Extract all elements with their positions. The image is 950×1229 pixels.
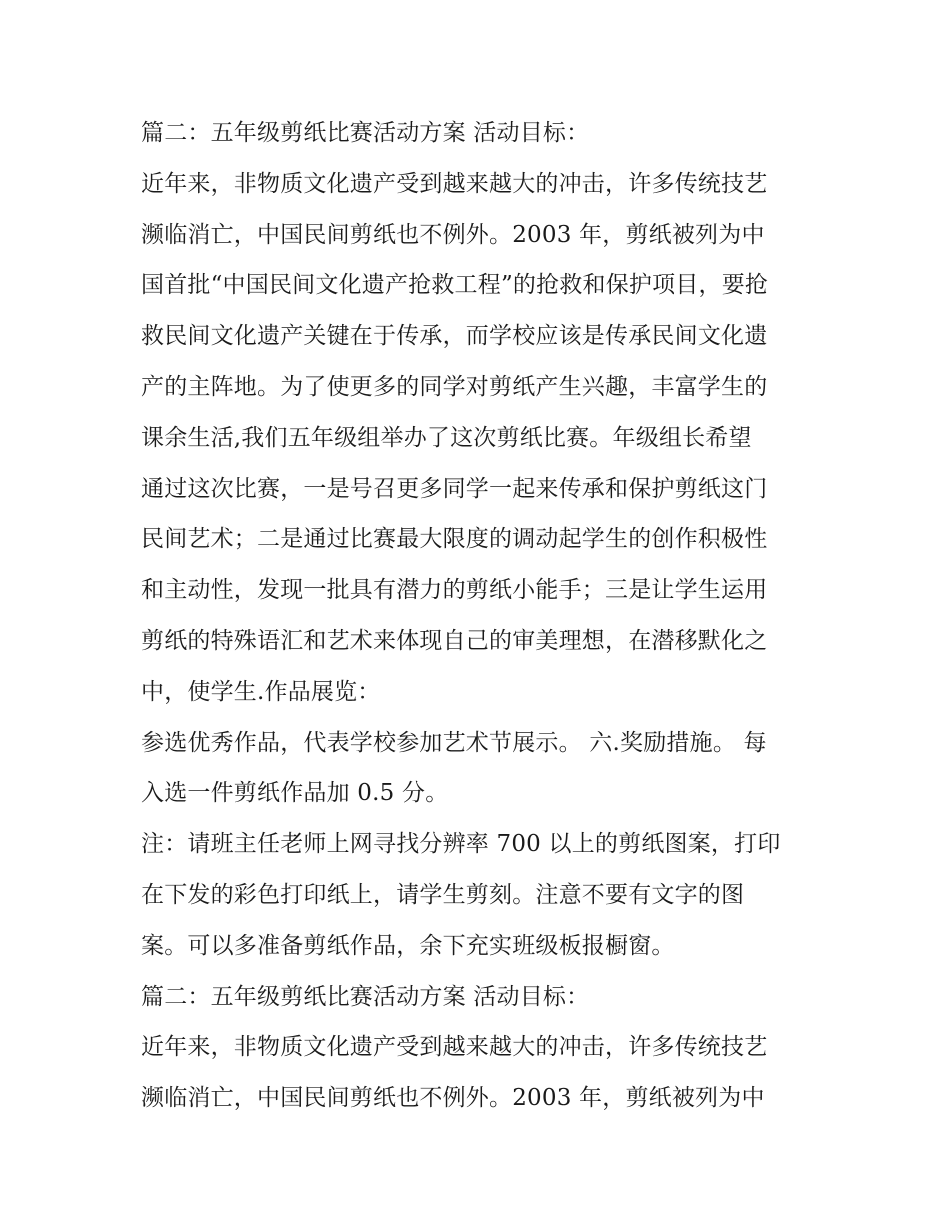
- text-line: 国首批“中国民间文化遗产抢救工程”的抢救和保护项目，要抢: [141, 272, 769, 299]
- text-line: 产的主阵地。为了使更多的同学对剪纸产生兴趣，丰富学生的: [141, 373, 768, 400]
- document-body: [141, 108, 821, 1124]
- text-line: 篇二：五年级剪纸比赛活动方案 活动目标：: [141, 120, 590, 146]
- text-line: 在下发的彩色打印纸上，请学生剪刻。注意不要有文字的图: [141, 881, 745, 908]
- text-line: 课余生活,我们五年级组举办了这次剪纸比赛。年级组长希望: [141, 424, 752, 451]
- text-line: 近年来，非物质文化遗产受到越来越大的冲击，许多传统技艺: [141, 1034, 768, 1061]
- text-line: 注：请班主任老师上网寻找分辨率 700 以上的剪纸图案，打印: [141, 831, 781, 858]
- text-line: 案。可以多准备剪纸作品，余下充实班级板报橱窗。: [141, 932, 675, 959]
- text-line: 篇二：五年级剪纸比赛活动方案 活动目标：: [141, 983, 590, 1010]
- text-line: 民间艺术；二是通过比赛最大限度的调动起学生的创作积极性: [141, 526, 768, 553]
- text-line: 剪纸的特殊语汇和艺术来体现自己的审美理想，在潜移默化之: [141, 627, 768, 654]
- text-line: 近年来，非物质文化遗产受到越来越大的冲击，许多传统技艺: [141, 170, 768, 197]
- text-line: 入选一件剪纸作品加 0.5 分。: [141, 780, 449, 807]
- text-line: 通过这次比赛，一是号召更多同学一起来传承和保护剪纸这门: [141, 475, 768, 502]
- text-line: 濒临消亡，中国民间剪纸也不例外。2003 年，剪纸被列为中: [141, 1085, 765, 1112]
- text-line: 救民间文化遗产关键在于传承，而学校应该是传承民间文化遗: [141, 323, 768, 350]
- text-line: 参选优秀作品，代表学校参加艺术节展示。 六.奖励措施。 每: [141, 729, 767, 756]
- text-line: 濒临消亡，中国民间剪纸也不例外。2003 年，剪纸被列为中: [141, 221, 765, 248]
- text-line: 中，使学生.作品展览：: [141, 678, 381, 705]
- text-line: 和主动性，发现一批具有潜力的剪纸小能手；三是让学生运用: [141, 577, 768, 604]
